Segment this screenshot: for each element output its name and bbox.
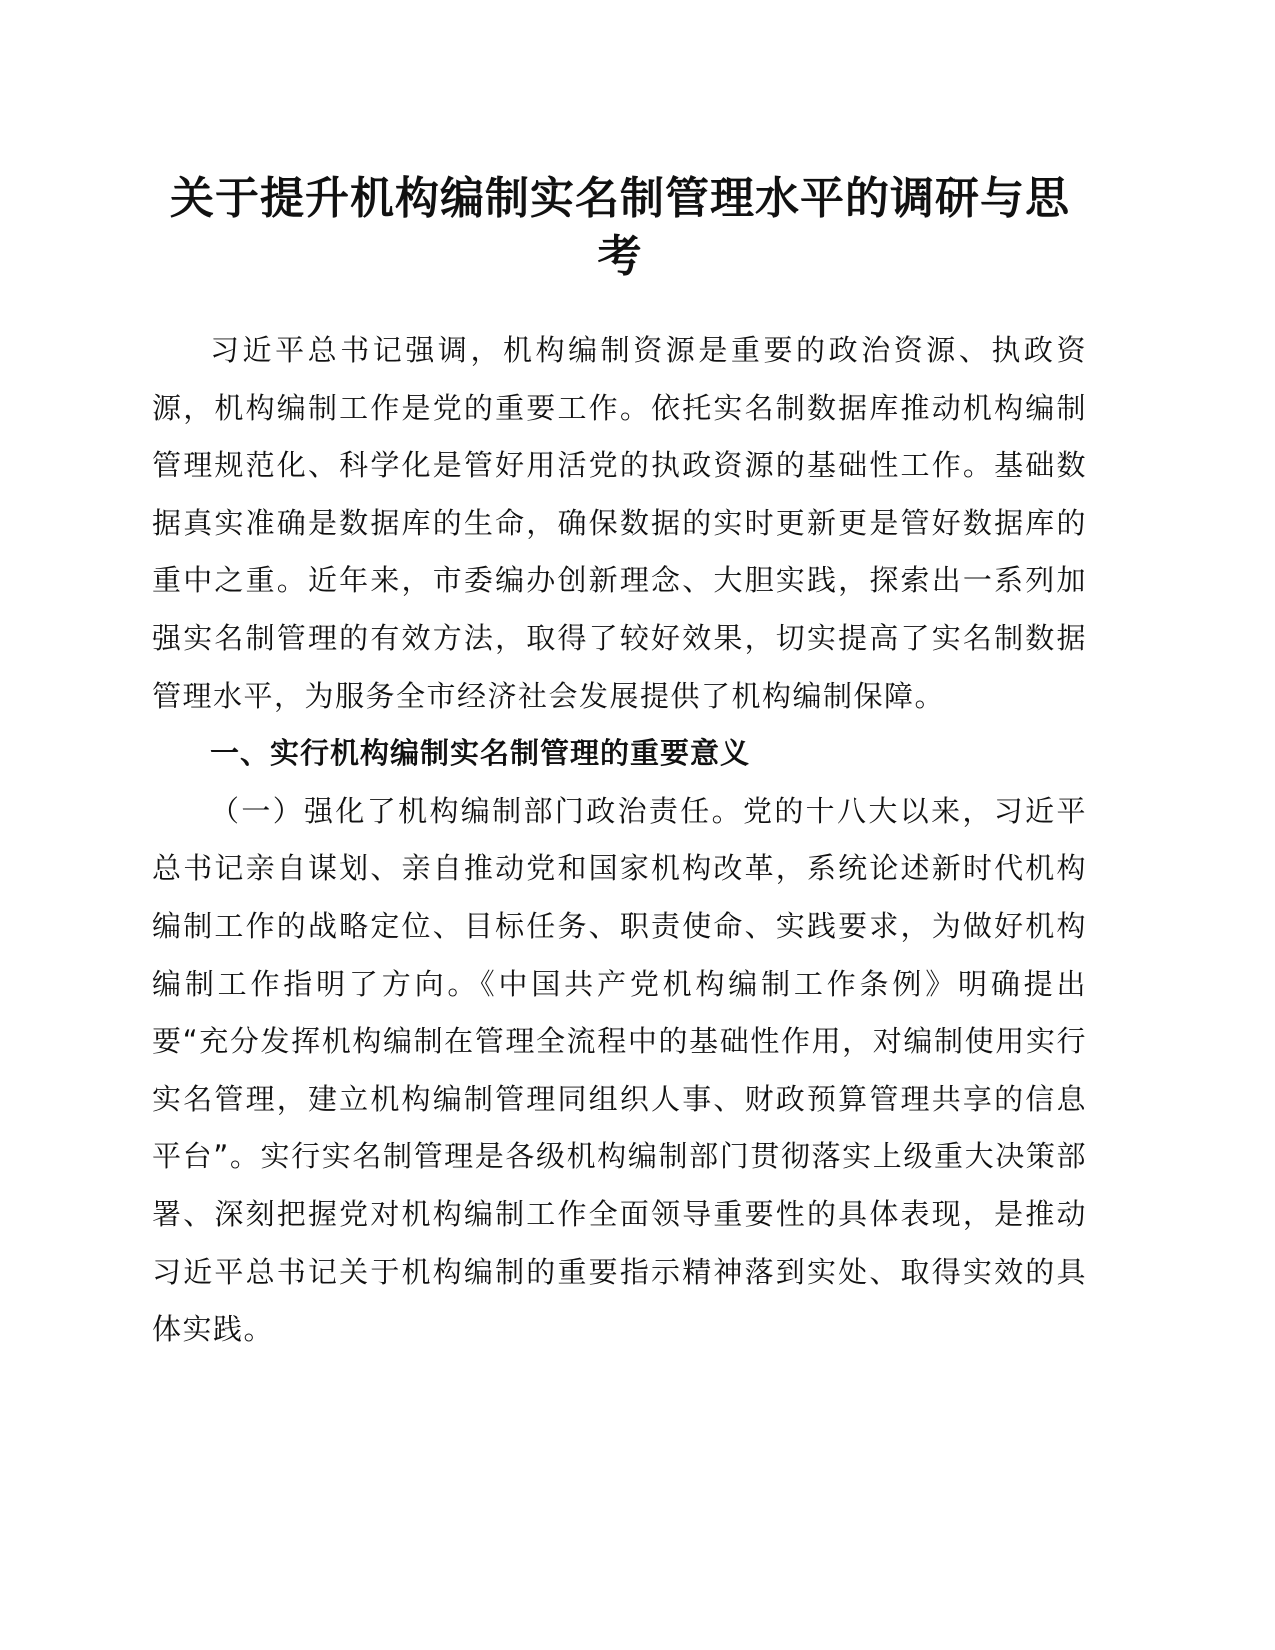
document-title: 关于提升机构编制实名制管理水平的调研与思考 <box>170 173 1070 282</box>
document-body <box>152 322 1087 1359</box>
intro-paragraph: 习近平总书记强调，机构编制资源是重要的政治资源、执政资源，机构编制工作是党的重要工作。依托实名制数据库推动机构编制管理规范化、科学化是管好用活党的执政资源的基础性工作。基础数据真实准确是数据库的生命，确保数据的实时更新更是管好数据库的重中之重。近年来，市委编办创新理念、大胆实践，探索出一系列加强实名制管理的有效方法，取得了较好效果，切实提高了实名制数据管理水平，为服务全市经济社会发展提供了机构编制保障。 <box>152 333 1087 713</box>
section-heading-1: 一、实行机构编制实名制管理的重要意义 <box>210 736 751 771</box>
section-1-paragraph-1: （一）强化了机构编制部门政治责任。党的十八大以来，习近平总书记亲自谋划、亲自推动党和国家机构改革，系统论述新时代机构编制工作的战略定位、目标任务、职责使命、实践要求，为做好机构编制工作指明了方向。《中国共产党机构编制工作条例》明确提出要“充分发挥机构编制在管理全流程中的基础性作用，对编制使用实行实名管理，建立机构编制管理同组织人事、财政预算管理共享的信息平台”。实行实名制管理是各级机构编制部门贯彻落实上级重大决策部署、深刻把握党对机构编制工作全面领导重要性的具体表现，是推动习近平总书记关于机构编制的重要指示精神落到实处、取得实效的具体实践。 <box>152 793 1087 1347</box>
